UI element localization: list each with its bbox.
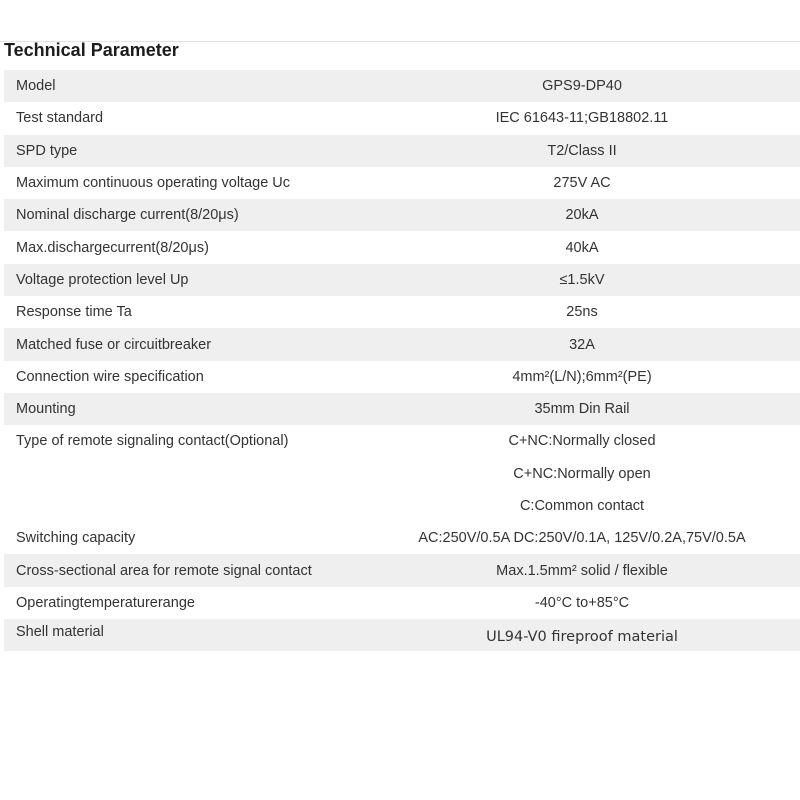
table-row xyxy=(4,619,800,651)
row-label: Mounting xyxy=(16,401,76,418)
table-row xyxy=(4,393,800,425)
row-value: 275V AC xyxy=(553,175,611,192)
row-value: 4mm²(L/N);6mm²(PE) xyxy=(512,368,652,385)
table-row xyxy=(4,328,800,360)
table-row xyxy=(4,102,800,134)
row-label: Operatingtemperaturerange xyxy=(16,594,195,611)
row-value: 32A xyxy=(569,336,595,353)
row-value: ≤1.5kV xyxy=(559,271,605,288)
row-value: C:Common contact xyxy=(519,498,645,514)
table-row xyxy=(4,458,800,490)
row-label: SPD type xyxy=(16,142,78,159)
row-label: Type of remote signaling contact(Optional) xyxy=(16,433,289,450)
table-row xyxy=(4,167,800,199)
row-value: C+NC:Normally open xyxy=(513,465,651,482)
row-label: Model xyxy=(16,78,56,95)
row-label: Cross-sectional area for remote signal contact xyxy=(16,562,312,579)
row-label: Shell material xyxy=(16,624,104,641)
row-value: C+NC:Normally closed xyxy=(508,433,656,450)
row-value: T2/Class II xyxy=(547,142,617,159)
row-label: Response time Ta xyxy=(16,304,132,321)
row-label: Max.dischargecurrent(8/20μs) xyxy=(16,239,209,256)
row-label: Voltage protection level Up xyxy=(16,271,189,288)
row-value: UL94-V0 fireproof material xyxy=(486,629,678,646)
table-row xyxy=(4,490,800,522)
row-value: Max.1.5mm² solid / flexible xyxy=(496,562,668,579)
row-label: Matched fuse or circuitbreaker xyxy=(16,336,212,353)
row-value: IEC 61643-11;GB18802.11 xyxy=(495,110,669,127)
row-label: Test standard xyxy=(16,110,104,127)
row-value: 20kA xyxy=(565,207,599,224)
row-value: 25ns xyxy=(566,304,598,321)
table-row xyxy=(4,587,800,619)
table-row xyxy=(4,522,800,554)
row-value: 40kA xyxy=(565,239,599,256)
row-value: AC:250V/0.5A DC:250V/0.1A, 125V/0.2A,75V/0.5A xyxy=(418,530,746,547)
row-label: Switching capacity xyxy=(16,530,136,547)
row-label: Connection wire specification xyxy=(16,368,204,385)
table-row xyxy=(4,135,800,167)
row-value: GPS9-DP40 xyxy=(542,78,622,95)
table-row xyxy=(4,70,800,102)
table-row xyxy=(4,425,800,457)
table-row xyxy=(4,361,800,393)
page-title: Technical Parameter xyxy=(4,40,179,60)
table-row xyxy=(4,199,800,231)
table-row xyxy=(4,231,800,263)
table-row xyxy=(4,296,800,328)
row-value: -40°C to+85°C xyxy=(534,594,630,611)
table-row xyxy=(4,554,800,586)
row-value: 35mm Din Rail xyxy=(534,401,630,418)
row-label: Nominal discharge current(8/20μs) xyxy=(16,207,239,224)
spec-table xyxy=(4,70,800,651)
row-label: Maximum continuous operating voltage Uc xyxy=(16,175,291,192)
table-row xyxy=(4,264,800,296)
